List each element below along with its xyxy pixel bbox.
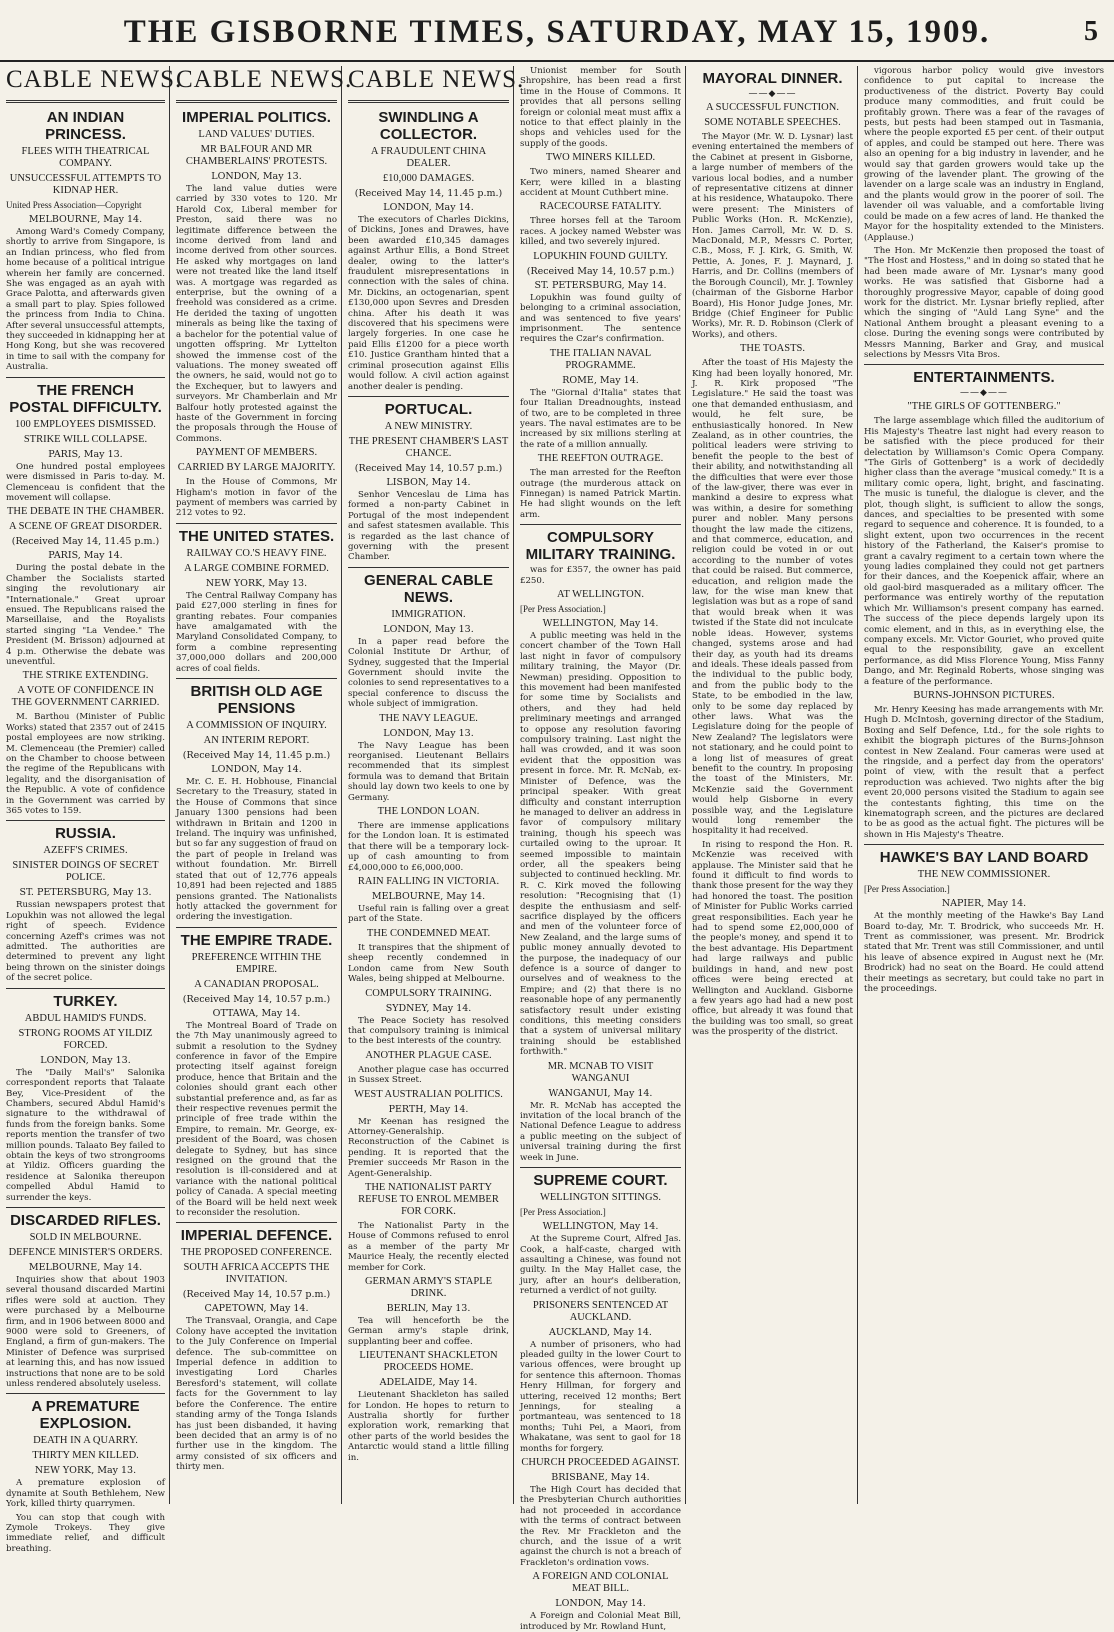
- divider: [176, 523, 337, 524]
- dateline: BERLIN, May 13.: [386, 1303, 471, 1314]
- dateline: ST. PETERSBURG, May 13.: [19, 887, 152, 899]
- article-subhead: PAYMENT OF MEMBERS.: [195, 447, 318, 459]
- article-subhead: IMMIGRATION.: [391, 608, 466, 620]
- article-body: Mr Keenan has resigned the Attorney-Generalship. Reconstruction of the Cabinet is pending. It is reported that the Premier succeeds Mr Rason in the Agent-Generalship.: [348, 1116, 509, 1179]
- article-body: The large assemblage which filled the auditorium of His Majesty's Theatre last night had every reason to be satisfied with the piece produced for their delectation by Williamson's Comic Opera Company. "The Girls of Gottenberg" is a work of decidedly higher class than the average "musical comedy." It is a military comic opera, light, bright, and fascinating. The music is tuneful, the dialogue is clever, and the plot, though slight, is sufficient to allow the songs, dances, and specialties to be presented with some regard to sequence and coherence. It is founded, to a slight extent, upon two occurrences in the recent history of the Fatherland, the Kaiser's promise to grant a cavalry regiment to a certain town where the young ladies complained they could not get partners for their dances, and the Koepenick affair, where an old gaol-bird masqueraded as a military officer. The performance was entirely worthy of the reputation which Mr. Williamson's present company has earned. The success of the piece depends largely upon its comic element, and in this, as in everything else, the company excels. Mr. Victor Gouriet, who proved quite equal to the responsibility, gave an excellent performance, as did Miss Florence Young, Miss Fanny Dango, and Mr. Reginald Roberts, whose singing was a feature of the performance.: [864, 416, 1104, 687]
- dateline: WELLINGTON, May 14.: [542, 1221, 659, 1233]
- article-subhead: SINISTER DOINGS OF SECRET POLICE.: [12, 860, 159, 884]
- article-subhead: THE PRESENT CHAMBER'S LAST CHANCE.: [348, 435, 509, 459]
- article-body: Lieutenant Shackleton has sailed for London. He hopes to return to Australia shortly for further exploration work, remarking that other parts of the world besides the Antarctic would stand a little filling in.: [348, 1390, 509, 1463]
- article-headline: COMPULSORY MILITARY TRAINING.: [525, 529, 676, 564]
- article-body: A number of prisoners, who had pleaded guilty in the lower Court to various offences, were brought up for sentence this afternoon. Thomas Henry Hillman, for forgery and uttering, received 12 months; Bert Jennings, for stealing a portmanteau, was sentenced to 18 months; Tuhi Pei, a Maori, from Whakatane, was sent to gaol for 18 months for forgery.: [520, 1339, 681, 1454]
- article-body: The "Giornal d'Italia" states that four Italian Dreadnoughts, instead of two, are to be completed in three years. The naval estimates are to be increased by six millions sterling at the rate of a million annually.: [520, 387, 681, 450]
- article-body: Russian newspapers protest that Lopukhin was not allowed the legal right of speech. Evidence concerning Azeff's crimes was not admitted. The authorities are determined to prevent any light being thrown on the sinister doings of the secret police.: [6, 900, 165, 984]
- dateline: LONDON, May 14.: [383, 202, 474, 213]
- article-subhead: A FRAUDULENT CHINA DEALER.: [370, 146, 487, 169]
- article-headline: THE EMPIRE TRADE.: [180, 931, 333, 949]
- article-subhead: PREFERENCE WITHIN THE EMPIRE.: [191, 951, 322, 975]
- article-body: The Montreal Board of Trade on the 7th May unanimously agreed to submit a resolution to the Sydney conference in favor of the Empire protecting itself against foreign produce, hence that Britain and the colonies should grant each other substantial preference and, as far as their respective revenues permit the principle of free trade within the Empire, to remain. Mr. George, ex-president of the Board, was chosen delegate to Sydney, but has since resigned on the ground that the resolution is ill-considered and at variance with the national political policy of Canada. A special meeting of the Board will be held next week to reconsider the resolution.: [176, 1020, 337, 1219]
- article-body: The Navy League has been reorganised. Lieutenant Bellairs recommended that its simplest formula was to demand that Britain should lay down two keels to one by Germany.: [348, 740, 509, 803]
- article-subhead: PRISONERS SENTENCED AT AUCKLAND.: [532, 1299, 669, 1323]
- article-headline: RUSSIA.: [55, 825, 116, 843]
- column-2: [172, 66, 353, 1504]
- article-subhead: THE NAVY LEAGUE.: [379, 712, 478, 724]
- ornament-divider: ——◆——: [748, 89, 797, 99]
- article-subhead: THE ITALIAN NAVAL PROGRAMME.: [549, 347, 652, 371]
- received-line: (Received May 14, 10.57 p.m.): [182, 993, 331, 1005]
- divider: [6, 1393, 165, 1394]
- divider: [6, 820, 165, 821]
- received-line: (Received May 14, 10.57 p.m.): [182, 1289, 331, 1301]
- article-subhead: DEATH IN A QUARRY.: [33, 1435, 138, 1447]
- article-body: The man arrested for the Reefton outrage (the murderous attack on Finnegan) is named Patrick Martin. He had slight wounds on the left arm.: [520, 468, 681, 520]
- article-body: Senhor Venceslau de Lima has formed a non-party Cabinet in Portugal of the most independent and safest statesmen available. This is regarded as the last chance of governing with the present Chamber.: [348, 489, 509, 563]
- dateline: MELBOURNE, May 14.: [28, 1261, 143, 1273]
- article-subhead: LIEUTENANT SHACKLETON PROCEEDS HOME.: [359, 1350, 498, 1374]
- article-body: Unionist member for South Shropshire, has been read a first time in the House of Commons. It provides that all persons selling foreign or colonial meat must affix a notice to that effect plainly in the shops and vehicles used for the supply of the goods.: [520, 66, 681, 149]
- article-subhead: AN INTERIM REPORT.: [203, 735, 310, 747]
- article-body: The Transvaal, Orangia, and Cape Colony have accepted the invitation to the July Conference on Imperial defence. The sub-committee on Imperial defence in addition to investigating Lord Charles Beresford's statement, will collate facts for the Government to lay before the Conference. The entire standing army of the Tonga Islands has just been disbanded, it having been decided that an army is of no further use in the kingdom. The army consisted of six officers and thirty men.: [176, 1316, 337, 1473]
- article-headline: SWINDLING A COLLECTOR.: [378, 109, 479, 143]
- divider: [176, 100, 337, 103]
- dateline: PARIS, May 13.: [48, 448, 123, 460]
- article-headline: IMPERIAL DEFENCE.: [180, 1227, 333, 1245]
- article-body: Two miners, named Shearer and Kerr, were killed in a blasting accident at Mount Cuthbert mine.: [520, 167, 681, 199]
- column-3: [344, 66, 525, 1504]
- article-body: was for £357, the owner has paid £250.: [520, 565, 681, 586]
- column-4: [516, 66, 686, 1632]
- article-body: Mr. R. McNab has accepted the invitation of the local branch of the National Defence League to address a public meeting on the subject of universal training during the first week in June.: [520, 1100, 681, 1163]
- dateline: LONDON, May 13.: [211, 171, 302, 182]
- article-subhead: RAIN FALLING IN VICTORIA.: [357, 876, 500, 888]
- dateline: NEW YORK, May 13.: [34, 1465, 137, 1477]
- dateline: LONDON, May 14.: [211, 764, 302, 776]
- article-subhead: LOPUKHIN FOUND GUILTY.: [533, 250, 668, 262]
- article-subhead: A NEW MINISTRY.: [384, 420, 473, 432]
- article-body: At the monthly meeting of the Hawke's Bay Land Board to-day, Mr. T. Brodrick, who succeeds Mr. H. Trent as commissioner, was present. Mr. Brodrick stated that Mr. Trent was still Commissioner, and until his leave of absence expired in August next he (Mr. Brodrick) had no seat on the Board. He could attend their meetings as secretary, but could take no part in the proceedings.: [864, 911, 1104, 995]
- article-subhead: THE DEBATE IN THE CHAMBER.: [6, 506, 164, 518]
- article-subhead: UNSUCCESSFUL ATTEMPTS TO KIDNAP HER.: [9, 173, 162, 196]
- dateline: LONDON, May 13.: [383, 727, 474, 739]
- dateline: ADELAIDE, May 14.: [379, 1377, 478, 1389]
- received-line: (Received May 14, 10.57 p.m.): [526, 265, 675, 277]
- dateline: CAPETOWN, May 14.: [204, 1303, 309, 1315]
- page-number: 5: [1084, 16, 1098, 47]
- received-line: (Received May 14, 11.45 p.m.): [11, 536, 160, 548]
- article-subhead: RAILWAY CO.'S HEAVY FINE.: [186, 547, 327, 559]
- article-body: vigorous harbor policy would give investors confidence to put capital to increase the productiveness of the district. Poverty Bay could produce many commodities, and fruit could be profitably grown. There was a fear of the ravages of pests, but pests had been stamped out in Tasmania, where the people exported £5 per cent. of their output of apples, and could be stamped out here. There was also an opening for a big industry in lavender, and he would say that garden growers would take up the growing of the lavender plant. The growing of the lavender on a large scale was an industry in England, and the plants would grow in the poorer of soil. The lavender oil was valuable, and a comfortable living could be made on a few acres of land. He thanked the Mayor for the hospitality extended to the Ministers. (Applause.): [864, 66, 1104, 243]
- article-headline: AN INDIAN PRINCESS.: [45, 109, 126, 143]
- article-subhead: COMPULSORY TRAINING.: [365, 987, 492, 999]
- article-subhead: 100 EMPLOYEES DISMISSED.: [15, 418, 156, 430]
- article-headline: DISCARDED RIFLES.: [10, 1211, 161, 1229]
- divider: [348, 567, 509, 568]
- dateline: WELLINGTON, May 14.: [542, 618, 659, 629]
- divider: [520, 1167, 681, 1168]
- dateline: OTTAWA, May 14.: [212, 1007, 301, 1019]
- dateline: MELBOURNE, May 14.: [28, 214, 143, 225]
- article-body: A Foreign and Colonial Meat Bill, introduced by Mr. Rowland Hunt,: [520, 1611, 681, 1632]
- article-subhead: THE REEFTON OUTRAGE.: [537, 453, 664, 465]
- received-line: (Received May 14, 11.45 p.m.): [354, 188, 503, 199]
- dateline: WANGANUI, May 14.: [548, 1087, 653, 1099]
- article-subhead: A SUCCESSFUL FUNCTION.: [706, 102, 839, 113]
- dateline: PERTH, May 14.: [388, 1103, 469, 1115]
- dateline: LISBON, May 14.: [386, 476, 471, 488]
- dateline: SYDNEY, May 14.: [385, 1002, 472, 1014]
- divider: [348, 396, 509, 397]
- article-subhead: MR. MCNAB TO VISIT WANGANUI: [547, 1060, 654, 1084]
- article-body: Three horses fell at the Taroom races. A jockey named Webster was killed, and two severely injured.: [520, 216, 681, 248]
- article-body: The Mayor (Mr. W. D. Lysnar) last evening entertained the members of the Cabinet at present in Gisborne, a large number of members of the various local bodies, and a number of representative citizens at dinner at his residence, Whataupoko. There were present: The Ministers of Public Works (Hon. R. McKenzie), Hon. James Carroll, Mr. W. D. S. MacDonald, M.P., Messrs C. Porter, C.B., Moss, F. J. Kirk, G. Smith, W. Pettie, A. Jones, F. J. Maynard, J. Harris, and Dr. Collins (members of the Borough Council), Mr. J. Townley (chairman of the Gisborne Harbor Board), His Honor Judge Jones, Mr. Bridge (Chief Engineer for Public Works), Mr. R. D. Robinson (Clerk of Works), and others.: [692, 132, 853, 340]
- article-headline: GENERAL CABLE NEWS.: [364, 571, 493, 606]
- divider: [520, 524, 681, 525]
- article-body: Tea will henceforth be the German army's staple drink, supplanting beer and coffee.: [348, 1316, 509, 1347]
- column-1: [2, 66, 183, 1554]
- article-headline: SUPREME COURT.: [533, 1172, 668, 1190]
- article-body: There are immense applications for the London loan. It is estimated that there will be a temporary lock-up of cash amounting to from £4,000,000 to £6,000,000.: [348, 821, 509, 873]
- article-headline: THE FRENCH POSTAL DIFFICULTY.: [9, 381, 162, 416]
- article-body: Inquiries show that about 1903 several thousand discarded Martini rifles were sold at auction. They were purchased by a Melbourne firm, and in 1906 between 8000 and 9000 were sold to Greeners, of England, a firm of gun-makers. The Minister of Defence was surprised at learning this, and has now issued instructions that none are to be sold unless rendered absolutely useless.: [6, 1274, 165, 1390]
- article-body: At the Supreme Court, Alfred Jas. Cook, a half-caste, charged with assaulting a Chinese, was found not guilty. In the May Hallet case, the jury, after an hour's deliberation, returned a verdict of not guilty.: [520, 1234, 681, 1297]
- divider: [176, 678, 337, 679]
- dateline: PARIS, May 14.: [48, 550, 123, 562]
- dateline: LONDON, May 14.: [555, 1598, 646, 1610]
- article-body: It transpires that the shipment of sheep recently condemned in London came from New South Wales, being shipped at Melbourne.: [348, 942, 509, 985]
- article-body: The Central Railway Company has paid £27,000 sterling in fines for granting rebates. Four companies have amalgamated with the Maryland Consolidated Company, to form a combine representing 37,000,000 dollars and 200,000 acres of coal fields.: [176, 590, 337, 674]
- article-headline: ENTERTAINMENTS.: [913, 369, 1055, 387]
- article-body: The land value duties were carried by 330 votes to 120. Mr Harold Cox, Liberal member for Preston, said there was no legitimate difference between the income derived from land and income derived from other sources. He asked why mortgages on land were not treated like the land itself was. A mortgage was regarded as enterprise, but the owning of a freehold was considered as a crime. He derided the taxing of ungotten minerals as being like the taxing of a bachelor for the potential value of ungotten offspring. Mr Lyttelton showed the immense cost of the valuations. The money sweated off the owners, he said, would not go to the Exchequer, but to lawyers and surveyors. Mr Chamberlain and Mr Balfour hotly protested against the haste of the Government in forcing the proposals through the House of Commons.: [176, 184, 337, 444]
- section-heading: CABLE NEWS.: [348, 66, 525, 93]
- dateline: LONDON, May 13.: [383, 623, 474, 635]
- column-5: [688, 66, 858, 1504]
- divider: [6, 100, 165, 103]
- article-headline: A PREMATURE EXPLOSION.: [31, 1398, 140, 1433]
- masthead: [0, 0, 1114, 62]
- article-subhead: GERMAN ARMY'S STAPLE DRINK.: [364, 1276, 493, 1299]
- article-subhead: BURNS-JOHNSON PICTURES.: [913, 689, 1055, 701]
- article-body: The Peace Society has resolved that compulsory training is inimical to the best interests of the country.: [348, 1015, 509, 1047]
- article-subhead: STRIKE WILL COLLAPSE.: [23, 433, 148, 445]
- dateline: ST. PETERSBURG, May 14.: [534, 279, 667, 291]
- article-headline: BRITISH OLD AGE PENSIONS: [190, 683, 323, 718]
- article-body: In a paper read before the Colonial Institute Dr Arthur, of Sydney, suggested that the Imperial Government should invite the colonies to send representatives to a special conference to discuss the whole subject of immigration.: [348, 636, 509, 710]
- divider: [176, 927, 337, 928]
- article-headline: THE UNITED STATES.: [178, 527, 335, 545]
- article-subhead: LAND VALUES' DUTIES.: [198, 129, 315, 140]
- article-subhead: SOME NOTABLE SPEECHES.: [704, 117, 841, 128]
- column-6: [860, 66, 1108, 1504]
- ornament-divider: ——◆——: [960, 388, 1008, 399]
- article-headline: PORTUCAL.: [384, 400, 473, 418]
- article-body: In rising to respond the Hon. R. McKenzie was received with applause. The Minister said that he found it difficult to find words to thank those present for the way they had honored the toast. The position of Minister for Public Works carried great responsibilities. Each year he had to spend some £2,000,000 of the people's money, and spend it to the best advantage. His Department had large railways and public buildings in hand, and new post offices were being erected at Wellington and Auckland. Gisborne a few years ago had had a new post office, but already it was found that the building was too small, so great was the prosperity of the district.: [692, 839, 853, 1038]
- section-heading: CABLE NEWS.: [6, 66, 183, 93]
- dateline: BRISBANE, May 14.: [551, 1472, 650, 1483]
- article-subhead: TWO MINERS KILLED.: [545, 152, 656, 164]
- article-subhead: A CANADIAN PROPOSAL.: [194, 978, 319, 990]
- article-subhead: MR BALFOUR AND MR CHAMBERLAINS' PROTESTS.: [185, 144, 328, 167]
- article-subhead: THE PROPOSED CONFERENCE.: [181, 1247, 332, 1259]
- article-body: The executors of Charles Dickins, of Dickins, Jones and Drawes, have been awarded £10,345 damages against Arthur Ellis, a Bond Street dealer, owing to the latter's fraudulent misrepresentations in connection with the sales of china. Mr. Dickins, an octogenarian, spent £130,000 upon Sevres and Dresden china. After his death it was discovered that his specimens were largely forgeries. In one case he paid Ellis £1200 for a piece worth £10. Justice Grantham hinted that a criminal prosecution against Ellis would follow. A civil action against another dealer is pending.: [348, 215, 509, 392]
- article-headline: HAWKE'S BAY LAND BOARD: [879, 849, 1089, 867]
- article-subhead: A COMMISSION OF INQUIRY.: [186, 720, 327, 732]
- article-body: Useful rain is falling over a great part of the State.: [348, 904, 509, 925]
- received-line: (Received May 14, 11.45 p.m.): [182, 750, 331, 762]
- article-body: Lopukhin was found guilty of belonging to a criminal association, and was sentenced to five years' imprisonment. The sentence requires the Czar's confirmation.: [520, 292, 681, 345]
- divider: [6, 377, 165, 378]
- dateline: MELBOURNE, May 14.: [371, 891, 486, 903]
- article-subhead: RACECOURSE FATALITY.: [539, 201, 662, 213]
- article-subhead: THE CONDEMNED MEAT.: [366, 927, 491, 939]
- article-body: One hundred postal employees were dismissed in Paris to-day. M. Clemenceau is confident that the movement will collapse.: [6, 461, 165, 503]
- article-subhead: STRONG ROOMS AT YILDIZ FORCED.: [18, 1027, 153, 1051]
- article-subhead: "THE GIRLS OF GOTTENBERG.": [907, 401, 1061, 413]
- article-subhead: ANOTHER PLAGUE CASE.: [365, 1049, 492, 1061]
- article-subhead: THE STRIKE EXTENDING.: [22, 670, 149, 682]
- press-credit: [Per Press Association.]: [520, 1207, 606, 1218]
- article-body: During the postal debate in the Chamber the Socialists started singing the revolutionary air "Internationale." Great uproar ensued. The Republicans raised the Marseillaise, and the Royalists started singing "La Vendee." The President (M. Brisson) adjourned at 4 p.m. Otherwise the debate was uneventful.: [6, 563, 165, 667]
- article-body: A public meeting was held in the concert chamber of the Town Hall last night in favor of compulsory military training, the Mayor (Dr. Newman) presiding. Opposition to this movement had been manifested for some time by Socialists and others, and they had held preliminary meetings and arranged to oppose any resolution favoring compulsory training. Last night the hall was crowded, and it was soon evident that the opposition was present in force. Mr. R. McNab, ex-Minister of Defence, was the principal speaker. With great difficulty and constant interruption he managed to deliver an address in favor of compulsory military training, though his speech was curtailed owing to the uproar. It seemed impossible to maintain order, all the speakers being subjected to continued heckling. Mr. R. C. Kirk moved the following resolution: "Recognising that (1) despite the enthusiasm and self-sacrifice displayed by the officers and men of the volunteer force of New Zealand, and the large sums of public money annually devoted to the purpose, the inadequacy of our defence is a source of danger to ourselves and of weakness to the Empire; and (2) that there is no reasonable hope of any permanently satisfactory result under existing conditions, this meeting considers that a system of universal military training should be established forthwith.": [520, 631, 681, 1058]
- dateline: NAPIER, May 14.: [941, 898, 1027, 910]
- press-credit: [Per Press Association.]: [520, 604, 606, 614]
- article-subhead: THE LONDON LOAN.: [377, 806, 480, 818]
- article-subhead: THE NEW COMMISSIONER.: [917, 869, 1051, 881]
- dateline: NEW YORK, May 13.: [205, 577, 308, 589]
- article-body: Mr. Henry Keesing has made arrangements with Mr. Hugh D. McIntosh, governing director of the Stadium, Boxing and Self Defence, Ltd., for the sole rights to exhibit the biograph pictures of the Burns-Johnson contest in New Zealand. Four cameras were used at the ringside, and a perfect day from the operators' point of view, with the result that a perfect reproduction was achieved. Two nights after the big event 20,000 persons visited the Stadium to again see the contestants fighting, this time on the kinematograph screen, and the pictures are declared to be as good as the actual fight. The pictures will be shown in His Majesty's Theatre.: [864, 704, 1104, 840]
- article-headline: MAYORAL DINNER.: [702, 70, 843, 87]
- article-subhead: THE NATIONALIST PARTY REFUSE TO ENROL MEMBER FOR CORK.: [358, 1181, 499, 1217]
- article-body: Among Ward's Comedy Company, shortly to arrive from Singapore, is an Indian princess, who fled from home because of a political intrigue wherein her family are concerned. She was engaged as an ayah with Grace Palotta, and afterwards given a small part to play. Spies followed the princess from India to China. After several unsuccessful attempts, they succeeded in kidnapping her at Hong Kong, but she was recovered in time to sail with the company for Australia.: [6, 227, 165, 373]
- divider: [864, 364, 1104, 365]
- article-subhead: CARRIED BY LARGE MAJORITY.: [177, 462, 336, 474]
- article-headline: IMPERIAL POLITICS.: [182, 109, 331, 126]
- article-body: In the House of Commons, Mr Higham's motion in favor of the payment of members was carried by 212 votes to 92.: [176, 477, 337, 519]
- article-subhead: CHURCH PROCEEDED AGAINST.: [521, 1457, 680, 1468]
- received-line: (Received May 14, 10.57 p.m.): [354, 462, 503, 474]
- article-subhead: ABDUL HAMID'S FUNDS.: [24, 1012, 147, 1024]
- article-subhead: A SCENE OF GREAT DISORDER.: [9, 521, 162, 533]
- article-subhead: SOLD IN MELBOURNE.: [29, 1231, 142, 1243]
- article-subhead: SOUTH AFRICA ACCEPTS THE INVITATION.: [183, 1262, 330, 1286]
- divider: [6, 1207, 165, 1208]
- dateline: ROME, May 14.: [562, 374, 639, 386]
- divider: [864, 844, 1104, 845]
- section-heading: CABLE NEWS.: [176, 66, 353, 93]
- article-subhead: A LARGE COMBINE FORMED.: [184, 562, 329, 574]
- article-subhead: A VOTE OF CONFIDENCE IN THE GOVERNMENT CARRIED.: [11, 685, 160, 709]
- article-headline: TURKEY.: [53, 992, 118, 1010]
- article-subhead: £10,000 DAMAGES.: [382, 173, 475, 184]
- divider: [176, 1222, 337, 1223]
- article-body: A premature explosion of dynamite at South Bethlehem, New York, killed thirty quarrymen.: [6, 1478, 165, 1510]
- advertisement: You can stop that cough with Zymole Trokeys. They give immediate relief, and difficult breathing.: [6, 1512, 165, 1554]
- article-subhead: WEST AUSTRALIAN POLITICS.: [354, 1088, 503, 1100]
- article-body: After the toast of His Majesty the King had been loyally honored, Mr. J. R. Kirk proposed "The Legislature." He said the toast was one that demanded enthusiasm, and would, he felt sure, be enthusiastically honored. In New Zealand, as in other countries, the political leaders were striving to benefit the people to the best of their ability, and notwithstanding all the difficulties that were ever those of the law-giver, there was ever in mankind a desire to express what was within, a desire for something purer and nobler. Many persons thought the law made the citizens, and that commerce, education, and religion could be voted in or out according to the number of votes that could be raised. But commerce, education, and religion made the law, for the wise man knew that legislation was but as a rope of sand that would break when it was twisted if the State did not inculcate noble ideas. However, systems changed, systems arose and had their day, as youth had its dreams and ideals. These ideals passed from the individual to the public body, and from the public body to the State, to be embodied in the law, only to be some day replaced by other laws. What was the Legislature doing for the people of New Zealand? The legislators were not stationary, and he could point to a long list of measures of great benefit to the country. In proposing the toast of the Ministers, Mr. McKenzie said the Government would help Gisborne in every possible way, and the Legislature would long remember the hospitality it had received.: [692, 358, 853, 837]
- article-subhead: AT WELLINGTON.: [557, 589, 644, 600]
- article-body: Another plague case has occurred in Sussex Street.: [348, 1064, 509, 1086]
- article-subhead: AZEFF'S CRIMES.: [43, 845, 128, 857]
- article-subhead: FLEES WITH THEATRICAL COMPANY.: [21, 146, 150, 169]
- article-body: M. Barthou (Minister of Public Works) stated that 2357 out of 2415 postal employees are now striking. M. Clemenceau (the Premier) called on the Chamber to choose between the regime of the Republicans with legality, and the disorganisation of the Republic. A vote of confidence in the Government was carried by 365 votes to 159.: [6, 712, 165, 817]
- divider: [348, 100, 509, 103]
- dateline: LONDON, May 13.: [40, 1054, 131, 1066]
- article-body: The High Court has decided that the Presbyterian Church authorities had not proceeded in accordance with the terms of contract between the Rev. Mr Frackleton and the church, and the issue of a writ against the church is not a breach of Frackleton's ordination vows.: [520, 1485, 681, 1568]
- dateline: AUCKLAND, May 14.: [549, 1326, 652, 1338]
- article-body: Mr. C. E. H. Hobhouse, Financial Secretary to the Treasury, stated in the House of Commons that since January 1300 pensions had been withdrawn in Britain and 1200 in Ireland. The inquiry was unfinished, but so far any suggestion of fraud on the part of people in Ireland was without foundation. Mr. Birrell stated that out of 12,776 appeals 10,891 had been rejected and 1885 pensions granted. The Nationalists hotly attacked the government for ordering the investigation.: [176, 777, 337, 923]
- press-credit: [Per Press Association.]: [864, 884, 950, 895]
- article-subhead: THE TOASTS.: [740, 343, 805, 355]
- masthead-title: THE GISBORNE TIMES, SATURDAY, MAY 15, 1909.: [123, 14, 991, 50]
- article-body: The "Daily Mail's" Salonika correspondent reports that Talaate Bey, Vice-President of the Chambers, secured Abdul Hamid's signature to the withdrawal of funds from the foreign banks. Some reports mention the transfer of two million pounds. Talaato Bey failed to obtain the keys of two strongrooms at Yildiz. Officers guarding the residence at Salonika thereupon compelled Abdul Hamid to surrender the keys.: [6, 1067, 165, 1203]
- divider: [6, 988, 165, 989]
- article-body: The Nationalist Party in the House of Commons refused to enrol as a member of the party Mr Maurice Healy, the recently elected member for Cork.: [348, 1220, 509, 1273]
- press-credit: United Press Association—Copyright: [6, 200, 142, 210]
- article-subhead: WELLINGTON SITTINGS.: [539, 1192, 662, 1204]
- article-subhead: DEFENCE MINISTER'S ORDERS.: [8, 1246, 163, 1258]
- article-subhead: THIRTY MEN KILLED.: [32, 1450, 139, 1462]
- article-subhead: A FOREIGN AND COLONIAL MEAT BILL.: [532, 1571, 669, 1595]
- article-body: The Hon. Mr McKenzie then proposed the toast of "The Host and Hostess," and in doing so stated that he had been made aware of Mr. Lysnar's many good works. He was satisfied that Gisborne had a thoroughly progressive Mayor, capable of doing good work for the district. Mr. Lysnar briefly replied, after which the singing of "Auld Lang Syne" and the National Anthem brought a pleasant evening to a close. During the evening songs were contributed by Messrs Manning, Barker and Gray, and musical selections by Messrs Vita Bros.: [864, 245, 1104, 360]
